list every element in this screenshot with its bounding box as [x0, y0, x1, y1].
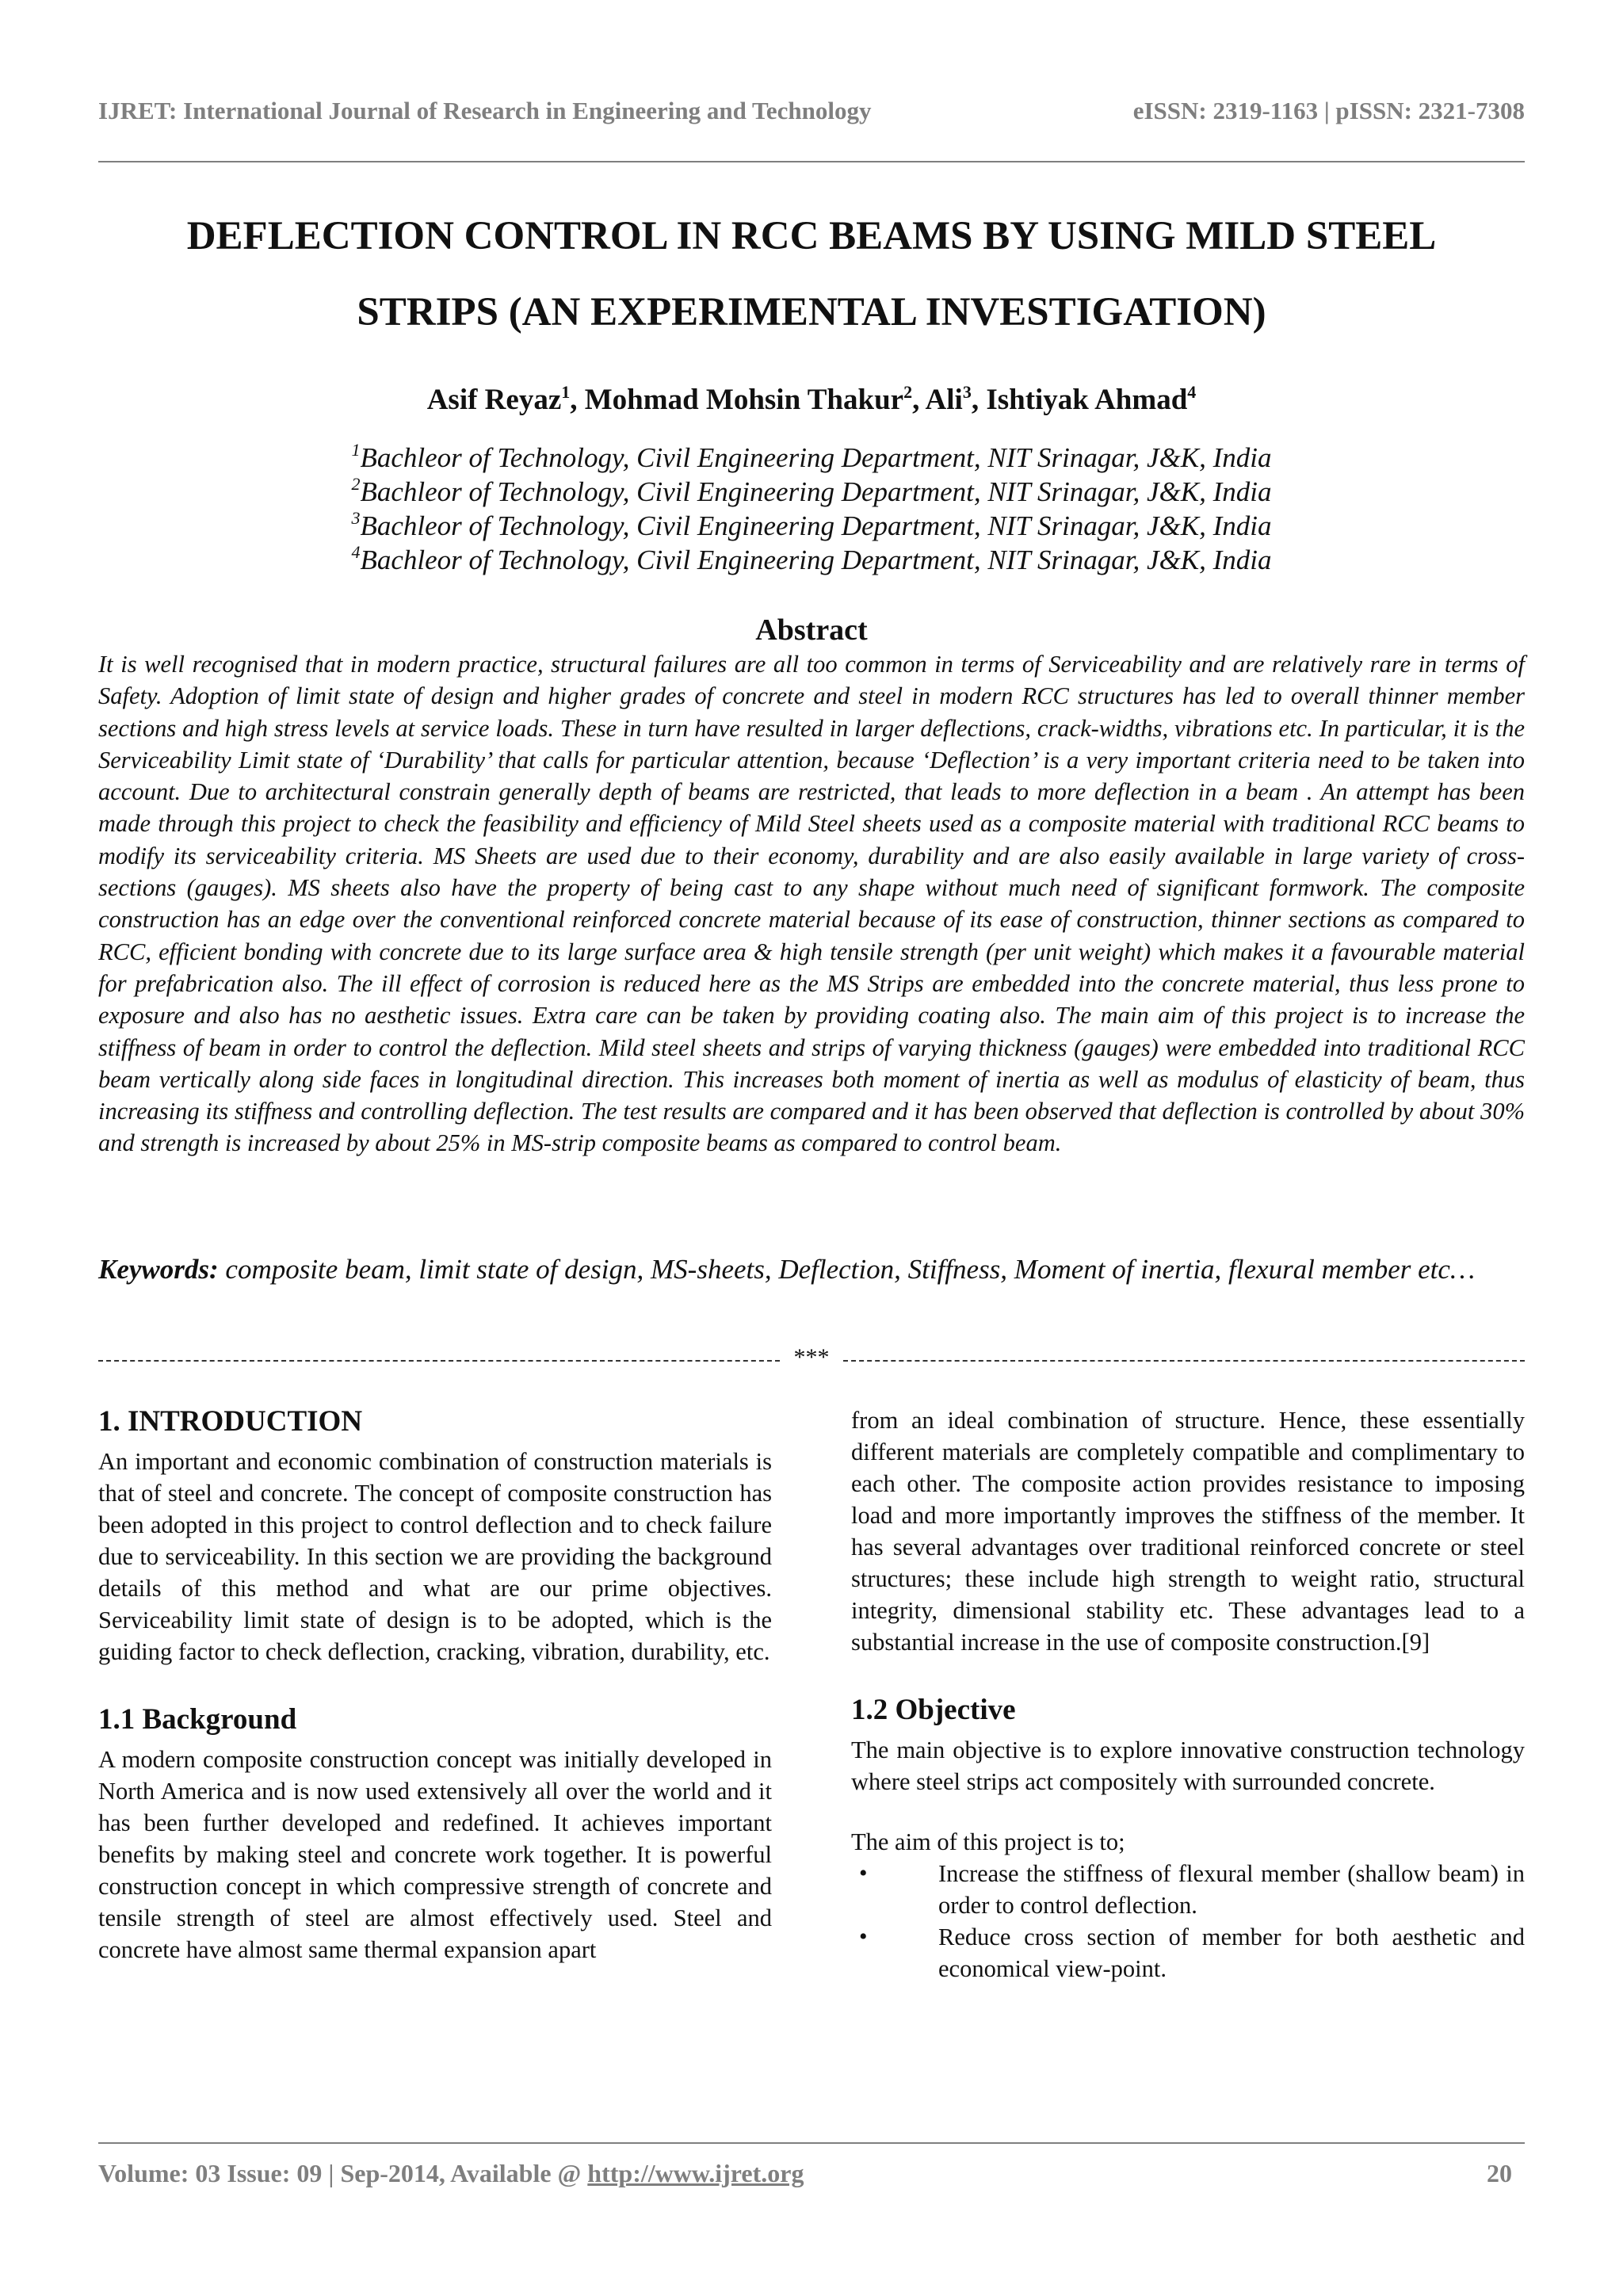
- aim-list: [851, 1858, 1525, 1985]
- keywords-text: composite beam, limit state of design, MS-sheets, Deflection, Stiffness, Moment of inertia, flexural member etc…: [218, 1254, 1476, 1285]
- author-name: Mohmad Mohsin Thakur: [584, 384, 904, 416]
- running-header: [98, 97, 1525, 128]
- separator-dash-right: [843, 1360, 1525, 1362]
- separator-stars: ***: [793, 1344, 830, 1370]
- author-name: Ishtiyak Ahmad: [986, 384, 1188, 416]
- affiliation: $^2$Bachleor of Technology, Civil Engineering Department, NIT Srinagar, J&K, India: [351, 474, 1272, 507]
- volume-info: Volume: 03 Issue: 09 | Sep-2014, Available @ http://www.ijret.org: [98, 2159, 804, 2187]
- header-rule: [98, 161, 1525, 162]
- affiliation: $^1$Bachleor of Technology, Civil Engineering Department, NIT Srinagar, J&K, India: [351, 440, 1272, 473]
- list-item: • Increase the stiffness of flexural member (shallow beam) in order to control deflection.: [851, 1858, 1525, 1921]
- journal-name: IJRET: International Journal of Research in Engineering and Technology: [98, 97, 872, 124]
- left-column: [98, 1404, 772, 1966]
- author-sup: 4: [1187, 382, 1197, 402]
- affiliation: $^3$Bachleor of Technology, Civil Engineering Department, NIT Srinagar, J&K, India: [351, 508, 1272, 541]
- abstract-heading: Abstract: [755, 613, 868, 647]
- author-list: Asif Reyaz$^1$, Mohmad Mohsin Thakur$^2$, Ali$^3$, Ishtiyak Ahmad$^4$: [426, 382, 1197, 416]
- issn: eISSN: 2319-1163 | pISSN: 2321-7308: [1132, 97, 1525, 124]
- separator-dash-left: [98, 1360, 780, 1362]
- footer-rule: [98, 2142, 1525, 2144]
- affiliation: $^4$Bachleor of Technology, Civil Engineering Department, NIT Srinagar, J&K, India: [351, 542, 1272, 575]
- introduction-text: An important and economic combination of construction materials is that of steel and concrete. The concept of composite construction has been adopted in this project to control deflection and to check failure due to serviceability. In this section we are providing the background details of this method and what are our prime objectives. Serviceability limit state of design is to be adopted, which is the guiding factor to check deflection, cracking, vibration, durability, etc.: [98, 1448, 772, 1665]
- author-name: Asif Reyaz: [426, 384, 562, 416]
- author-sup: 2: [903, 382, 913, 402]
- paper-title: [98, 198, 1525, 350]
- bullet-icon: •: [859, 1924, 868, 1950]
- keywords-label: Keywords:: [98, 1254, 219, 1285]
- bullet-icon: •: [859, 1860, 868, 1886]
- journal-link[interactable]: http://www.ijret.org: [587, 2159, 804, 2187]
- running-footer: [98, 2159, 1525, 2194]
- background-heading: 1.1 Background: [98, 1703, 297, 1736]
- author-sup: 3: [962, 382, 972, 402]
- title-line-1: DEFLECTION CONTROL IN RCC BEAMS BY USING MILD STEEL: [186, 214, 1437, 258]
- affiliations: [98, 441, 1525, 577]
- page-number: 20: [1487, 2159, 1512, 2187]
- aim-intro: The aim of this project is to;: [851, 1828, 1125, 1855]
- abstract-text: It is well recognised that in modern practice, structural failures are all too common in terms of Serviceability and are relatively rare in terms of Safety. Adoption of limit state of design and higher grades of concrete and steel in modern RCC structures has led to overall thinner member sections and high stress levels at service loads. These in turn have resulted in larger deflections, crack-widths, vibrations etc. In particular, it is the Serviceability Limit state of ‘Durability’ that calls for particular attention, because ‘Deflection’ is a very important criteria need to be taken into account. Due to architectural constrain generally depth of beams are restricted, that leads to more deflection in a beam . An attempt has been made through this project to check the feasibility and efficiency of Mild Steel sheets used as a composite material with traditional RCC beams to modify its serviceability criteria. MS Sheets are used due to their economy, durability and are also easily available in large variety of cross-sections (gauges). MS sheets also have the property of being cast to any shape without much need of significant formwork. The composite construction has an edge over the conventional reinforced concrete material because of its ease of construction, thinner sections as compared to RCC, efficient bonding with concrete due to its large surface area & high tensile strength (per unit weight) which makes it a favourable material for prefabrication also. The ill effect of corrosion is reduced here as the MS Strips are embedded into the concrete material, thus less prone to exposure and also has no aesthetic issues. Extra care can be taken by providing coating also. The main aim of this project is to increase the stiffness of beam in order to control the deflection. Mild steel sheets and strips of varying thickness (gauges) were embedded into traditional RCC beam vertically along side faces in longitudinal direction. This increases both moment of inertia as well as modulus of elasticity of beam, thus increasing its stiffness and controlling deflection. The test results are compared and it has been observed that deflection is controlled by about 30% and strength is increased by about 25% in MS-strip composite beams as compared to control beam.: [98, 651, 1525, 1157]
- keywords: [98, 1246, 1525, 1293]
- objective-text: The main objective is to explore innovative construction technology where steel strips act compositely with surrounded concrete.: [851, 1736, 1525, 1795]
- author-sup: 1: [561, 382, 571, 402]
- section-separator: [98, 1344, 1525, 1370]
- background-continuation: from an ideal combination of structure. Hence, these essentially different materials are completely compatible and complimentary to each other. The composite action provides resistance to imposing load and more importantly improves the stiffness of the member. It has several advantages over traditional reinforced concrete or steel structures; these include high strength to weight ratio, structural integrity, dimensional stability etc. These advantages lead to a substantial increase in the use of composite construction.[9]: [851, 1407, 1525, 1656]
- introduction-heading: 1. INTRODUCTION: [98, 1405, 363, 1438]
- background-text: A modern composite construction concept was initially developed in North America and is now used extensively all over the world and it has been further developed and redefined. It achieves important benefits by making steel and concrete work together. It is powerful construction concept in which compressive strength of concrete and tensile strength of steel are almost effectively used. Steel and concrete have almost same thermal expansion apart: [98, 1746, 772, 1963]
- author-name: Ali: [925, 384, 963, 416]
- title-line-2: STRIPS (AN EXPERIMENTAL INVESTIGATION): [357, 290, 1266, 334]
- list-item: • Reduce cross section of member for both aesthetic and economical view-point.: [851, 1921, 1525, 1985]
- objective-heading: 1.2 Objective: [851, 1694, 1016, 1726]
- right-column: [851, 1404, 1525, 1985]
